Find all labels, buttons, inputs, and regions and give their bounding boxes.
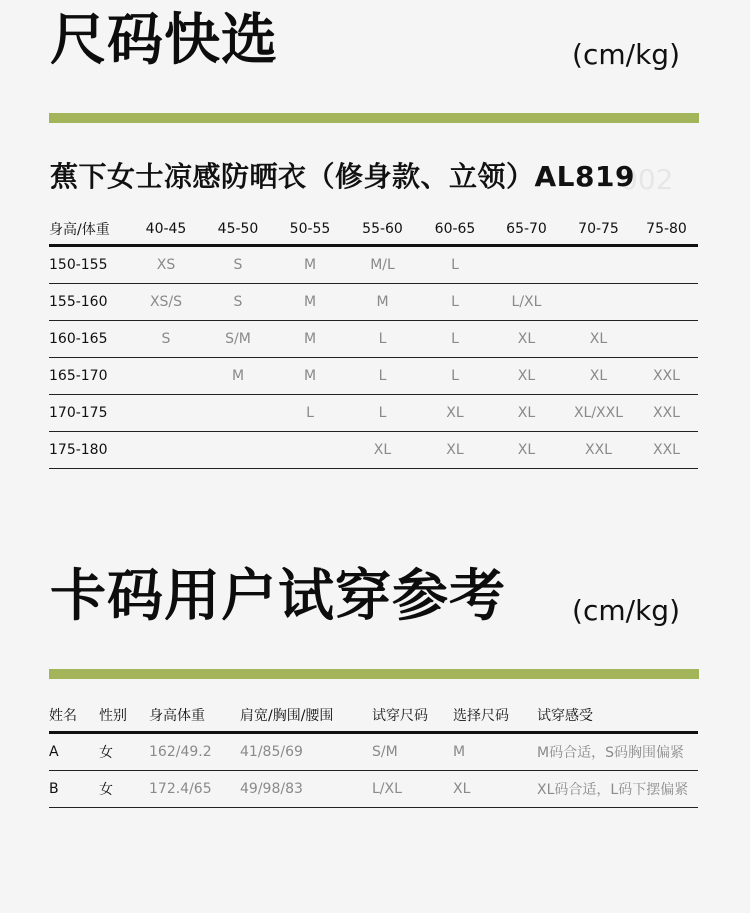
table-row bbox=[49, 358, 698, 395]
size-cell: L bbox=[346, 358, 419, 395]
try-on-cell: 162/49.2 bbox=[149, 733, 240, 771]
try-on-header-cell: 性别 bbox=[99, 699, 149, 733]
size-cell bbox=[202, 432, 274, 469]
size-cell bbox=[274, 432, 346, 469]
table-row bbox=[49, 321, 698, 358]
size-chart-header-row bbox=[49, 214, 698, 246]
size-cell: L bbox=[346, 321, 419, 358]
size-cell: XL/XXL bbox=[562, 395, 635, 432]
size-guide-unit: (cm/kg) bbox=[572, 38, 680, 71]
try-on-cell: 女 bbox=[99, 771, 149, 808]
size-cell: XL bbox=[491, 432, 562, 469]
size-cell: XXL bbox=[635, 358, 698, 395]
size-cell: XL bbox=[419, 395, 491, 432]
size-cell: XL bbox=[562, 358, 635, 395]
try-on-cell: XL码合适，L码下摆偏紧 bbox=[537, 771, 698, 808]
try-on-cell: 172.4/65 bbox=[149, 771, 240, 808]
size-chart-weight-header: 45-50 bbox=[202, 214, 274, 246]
try-on-header-cell: 姓名 bbox=[49, 699, 99, 733]
size-cell: XL bbox=[346, 432, 419, 469]
size-chart-weight-header: 40-45 bbox=[130, 214, 202, 246]
height-range-cell: 150-155 bbox=[49, 246, 130, 284]
size-chart-table bbox=[49, 214, 698, 469]
size-cell: XL bbox=[491, 395, 562, 432]
size-guide-title: 尺码快选 bbox=[50, 8, 278, 73]
size-cell bbox=[562, 284, 635, 321]
try-on-cell: L/XL bbox=[372, 771, 453, 808]
size-cell: XL bbox=[562, 321, 635, 358]
size-cell: M bbox=[274, 284, 346, 321]
table-row bbox=[49, 733, 698, 771]
size-cell bbox=[130, 358, 202, 395]
size-chart-weight-header: 75-80 bbox=[635, 214, 698, 246]
size-cell bbox=[202, 395, 274, 432]
try-on-cell: XL bbox=[453, 771, 537, 808]
size-cell: M bbox=[274, 246, 346, 284]
try-on-table bbox=[49, 699, 698, 808]
table-row bbox=[49, 771, 698, 808]
size-cell: XS/S bbox=[130, 284, 202, 321]
try-on-cell: M bbox=[453, 733, 537, 771]
table-row bbox=[49, 395, 698, 432]
try-on-header-cell: 肩宽/胸围/腰围 bbox=[240, 699, 372, 733]
size-cell bbox=[562, 246, 635, 284]
size-chart-weight-header: 50-55 bbox=[274, 214, 346, 246]
size-cell: XXL bbox=[635, 432, 698, 469]
size-cell: L bbox=[419, 246, 491, 284]
height-range-cell: 155-160 bbox=[49, 284, 130, 321]
size-chart-body bbox=[49, 246, 698, 469]
try-on-cell: 女 bbox=[99, 733, 149, 771]
height-range-cell: 170-175 bbox=[49, 395, 130, 432]
size-cell: M bbox=[202, 358, 274, 395]
size-cell: L/XL bbox=[491, 284, 562, 321]
size-chart-weight-header: 55-60 bbox=[346, 214, 419, 246]
try-on-cell: S/M bbox=[372, 733, 453, 771]
try-on-body bbox=[49, 733, 698, 808]
table-row bbox=[49, 246, 698, 284]
size-cell: S/M bbox=[202, 321, 274, 358]
try-on-header-cell: 选择尺码 bbox=[453, 699, 537, 733]
try-on-unit: (cm/kg) bbox=[572, 594, 680, 627]
size-cell: L bbox=[274, 395, 346, 432]
size-cell: M bbox=[346, 284, 419, 321]
size-cell bbox=[635, 246, 698, 284]
size-cell: XL bbox=[419, 432, 491, 469]
try-on-header-cell: 试穿感受 bbox=[537, 699, 698, 733]
size-cell: XXL bbox=[635, 395, 698, 432]
try-on-accent-bar bbox=[49, 669, 699, 679]
size-cell: S bbox=[130, 321, 202, 358]
height-range-cell: 160-165 bbox=[49, 321, 130, 358]
size-cell: XL bbox=[491, 358, 562, 395]
try-on-title: 卡码用户试穿参考 bbox=[50, 564, 506, 629]
try-on-cell: 49/98/83 bbox=[240, 771, 372, 808]
size-cell: M/L bbox=[346, 246, 419, 284]
size-cell: L bbox=[419, 284, 491, 321]
height-range-cell: 165-170 bbox=[49, 358, 130, 395]
try-on-cell: 41/85/69 bbox=[240, 733, 372, 771]
size-cell: L bbox=[419, 358, 491, 395]
size-cell: L bbox=[346, 395, 419, 432]
size-guide-accent-bar bbox=[49, 113, 699, 123]
size-cell: XL bbox=[491, 321, 562, 358]
size-cell bbox=[491, 246, 562, 284]
table-row bbox=[49, 284, 698, 321]
size-cell bbox=[130, 432, 202, 469]
size-cell: M bbox=[274, 358, 346, 395]
try-on-cell: M码合适，S码胸围偏紧 bbox=[537, 733, 698, 771]
size-chart-header-label: 身高/体重 bbox=[49, 214, 130, 246]
size-cell: M bbox=[274, 321, 346, 358]
try-on-cell: B bbox=[49, 771, 99, 808]
size-cell bbox=[635, 321, 698, 358]
product-title: 蕉下女士凉感防晒衣（修身款、立领）AL819 bbox=[50, 160, 635, 193]
watermark: 002 bbox=[620, 163, 674, 196]
size-cell bbox=[635, 284, 698, 321]
size-cell bbox=[130, 395, 202, 432]
size-chart-weight-header: 70-75 bbox=[562, 214, 635, 246]
size-cell: XXL bbox=[562, 432, 635, 469]
try-on-header-cell: 身高体重 bbox=[149, 699, 240, 733]
size-cell: S bbox=[202, 284, 274, 321]
try-on-header-cell: 试穿尺码 bbox=[372, 699, 453, 733]
size-cell: S bbox=[202, 246, 274, 284]
table-row bbox=[49, 432, 698, 469]
try-on-header-row bbox=[49, 699, 698, 733]
size-chart-weight-header: 65-70 bbox=[491, 214, 562, 246]
height-range-cell: 175-180 bbox=[49, 432, 130, 469]
size-cell: L bbox=[419, 321, 491, 358]
size-cell: XS bbox=[130, 246, 202, 284]
try-on-cell: A bbox=[49, 733, 99, 771]
size-chart-weight-header: 60-65 bbox=[419, 214, 491, 246]
